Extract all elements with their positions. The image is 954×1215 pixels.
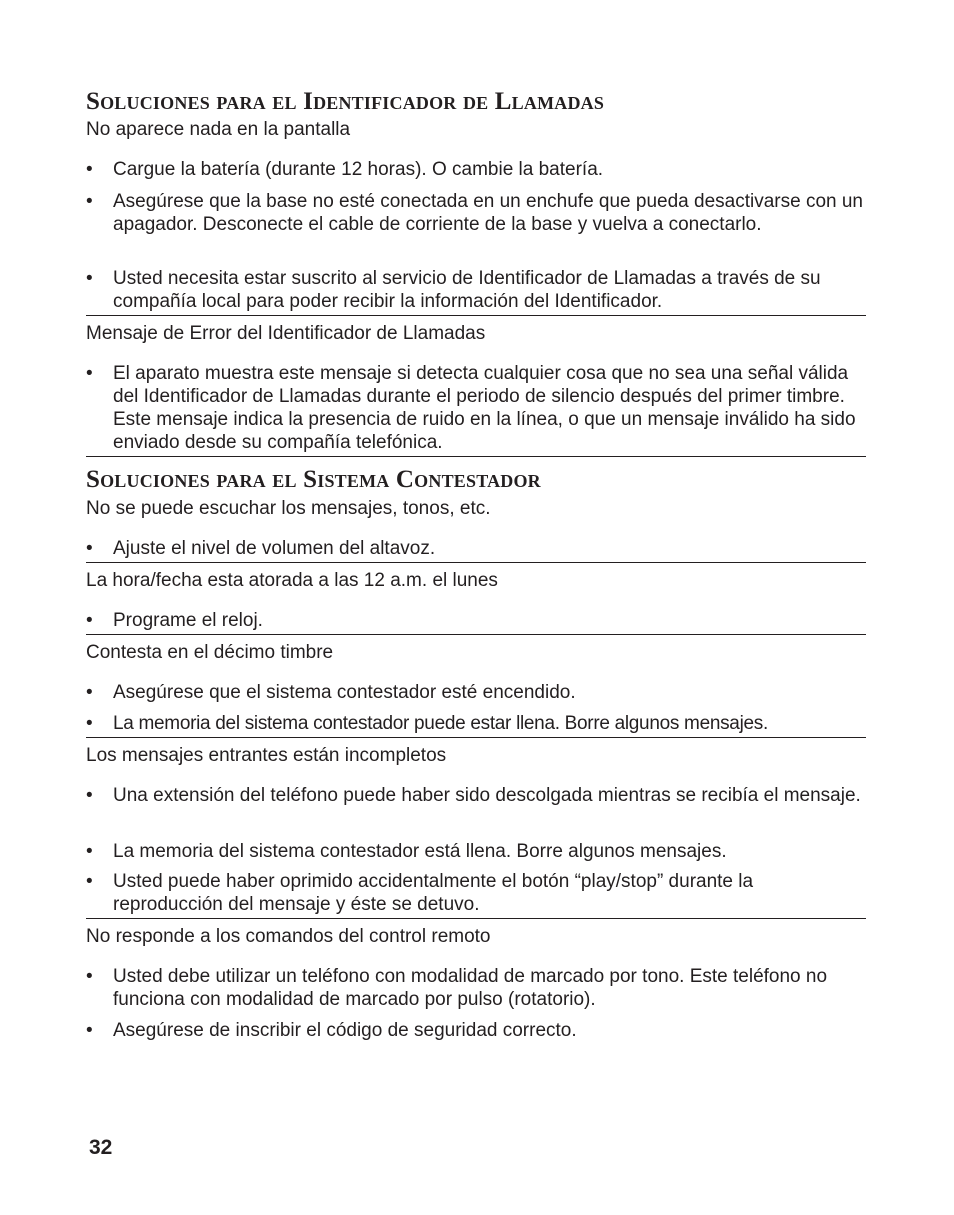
bullet-icon: • [86, 363, 93, 384]
list-item-text: Cargue la batería (durante 12 horas). O cambie la batería. [113, 159, 604, 180]
section-title-caller-id: Soluciones para el Identificador de Llamadas [86, 88, 605, 115]
list-item [86, 840, 866, 863]
divider [86, 562, 866, 563]
list-item-text: Ajuste el nivel de volumen del altavoz. [113, 538, 436, 559]
bullet-icon: • [86, 610, 93, 631]
divider [86, 918, 866, 919]
divider [86, 634, 866, 635]
list-item-text: Asegúrese que el sistema contestador esté encendido. [113, 682, 576, 703]
divider [86, 315, 866, 316]
bullet-icon: • [86, 966, 93, 987]
list-item [86, 362, 866, 454]
subheading-tenth-ring: Contesta en el décimo timbre [86, 642, 334, 663]
bullet-icon: • [86, 268, 93, 289]
list-item [86, 784, 866, 807]
list-item [86, 1019, 866, 1042]
list-item-text: Asegúrese de inscribir el código de seguridad correcto. [113, 1020, 577, 1041]
bullet-icon: • [86, 841, 93, 862]
bullet-icon: • [86, 538, 93, 559]
list-item-text: Usted necesita estar suscrito al servicio de Identificador de Llamadas a través de su compañía local para poder recibir la información del Identificador. [113, 268, 821, 312]
list-item-text: La memoria del sistema contestador está llena. Borre algunos mensajes. [113, 841, 727, 862]
divider [86, 737, 866, 738]
list-item-text: Usted debe utilizar un teléfono con modalidad de marcado por tono. Este teléfono no funciona con modalidad de marcado por pulso (rotatorio). [113, 966, 828, 1010]
subheading-time-stuck: La hora/fecha esta atorada a las 12 a.m. el lunes [86, 570, 498, 591]
list-item [86, 870, 866, 916]
subheading-incomplete-messages: Los mensajes entrantes están incompletos [86, 745, 447, 766]
bullet-icon: • [86, 191, 93, 212]
list-item-text: El aparato muestra este mensaje si detecta cualquier cosa que no sea una señal válida del Identificador de Llamadas durante el periodo de silencio después del primer timbre. Este mensaje indica la presencia de ruido en la línea, o que un mensaje inválido ha sido enviado desde su compañía telefónica. [113, 363, 856, 453]
list-item [86, 712, 866, 735]
bullet-icon: • [86, 1020, 93, 1041]
list-item [86, 609, 866, 632]
subheading-no-display: No aparece nada en la pantalla [86, 119, 351, 140]
list-item-text: Asegúrese que la base no esté conectada en un enchufe que pueda desactivarse con un apagador. Desconecte el cable de corriente de la base y vuelva a conectarlo. [113, 191, 863, 235]
list-item-text: Usted puede haber oprimido accidentalmente el botón “play/stop” durante la reproducción del mensaje y éste se detuvo. [113, 871, 754, 915]
bullet-icon: • [86, 785, 93, 806]
subheading-remote-control: No responde a los comandos del control remoto [86, 926, 491, 947]
list-item [86, 190, 866, 236]
bullet-icon: • [86, 713, 93, 734]
list-item [86, 965, 866, 1011]
list-item-text: Programe el reloj. [113, 610, 263, 631]
page-number: 32 [89, 1136, 113, 1159]
subheading-cannot-hear: No se puede escuchar los mensajes, tonos, etc. [86, 498, 491, 519]
bullet-icon: • [86, 682, 93, 703]
section-title-answering-system: Soluciones para el Sistema Contestador [86, 466, 541, 493]
list-item-text: La memoria del sistema contestador puede estar llena. Borre algunos mensajes. [113, 713, 768, 734]
divider [86, 456, 866, 457]
list-item [86, 158, 866, 181]
list-item [86, 537, 866, 560]
bullet-icon: • [86, 159, 93, 180]
subheading-error-message: Mensaje de Error del Identificador de Llamadas [86, 323, 486, 344]
list-item [86, 681, 866, 704]
list-item-text: Una extensión del teléfono puede haber sido descolgada mientras se recibía el mensaje. [113, 785, 861, 806]
bullet-icon: • [86, 871, 93, 892]
list-item [86, 267, 866, 313]
